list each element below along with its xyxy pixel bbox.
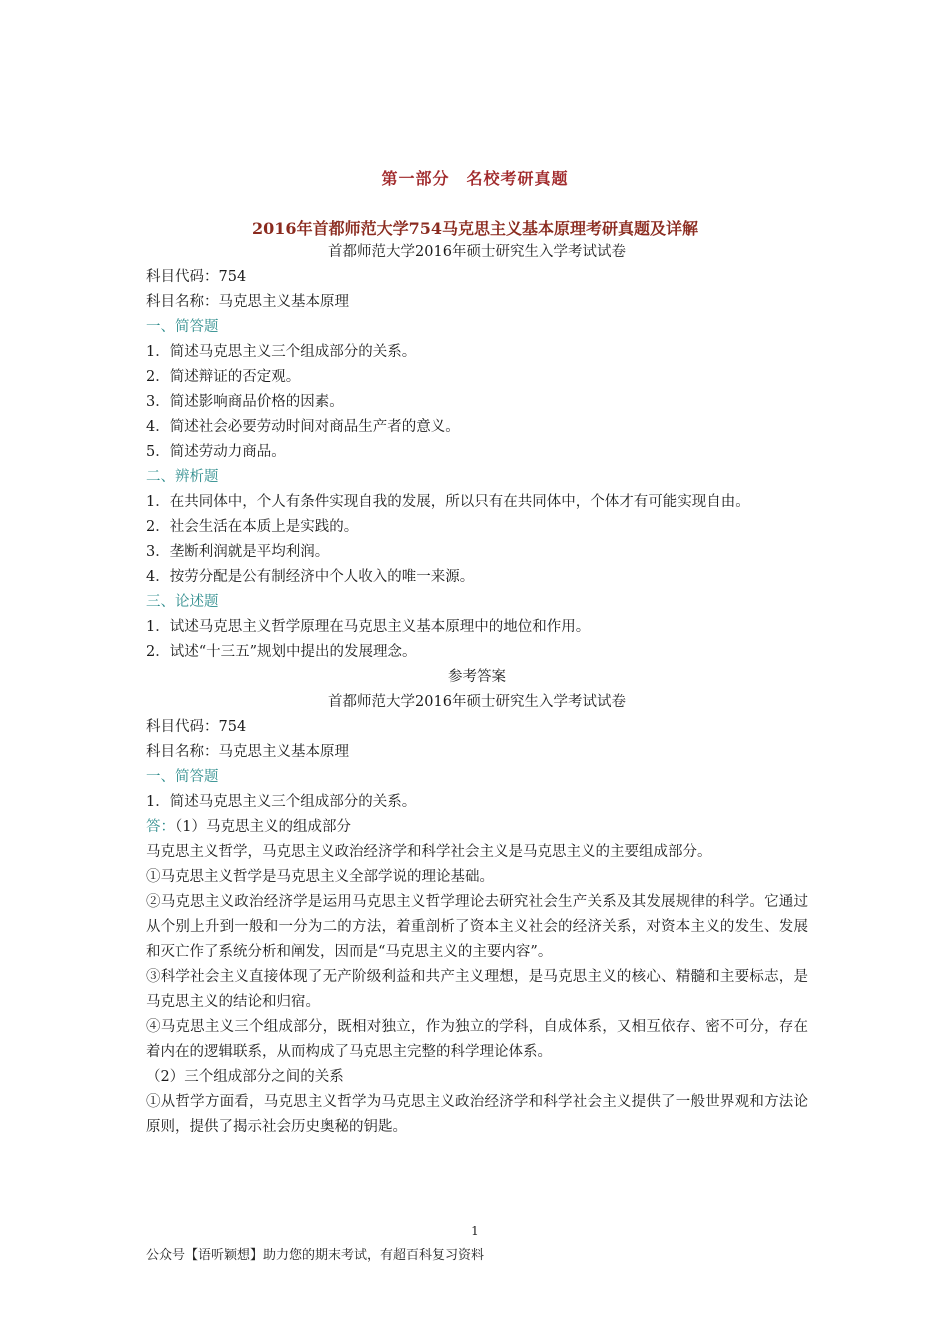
answer-paragraph: ①马克思主义哲学是马克思主义全部学说的理论基础。 (146, 869, 494, 885)
answer-title: 参考答案 (448, 669, 506, 685)
answer-paragraph: 马克思主义哲学，马克思主义政治经济学和科学社会主义是马克思主义的主要组成部分。 (146, 844, 712, 860)
answer-subheading-1 (146, 815, 808, 840)
footer-note: 公众号【语听颖想】助力您的期末考试，有超百科复习资料 (146, 1248, 485, 1263)
section-heading-short-answer: 一、简答题 (146, 319, 219, 335)
question-item: 4．简述社会必要劳动时间对商品生产者的意义。 (146, 419, 460, 435)
question-item: 2．社会生活在本质上是实践的。 (146, 519, 359, 535)
answer-question: 1．简述马克思主义三个组成部分的关系。 (146, 794, 417, 810)
document-body (146, 240, 808, 1140)
answer-paragraph: ②马克思主义政治经济学是运用马克思主义哲学理论去研究社会生产关系及其发展规律的科学。它通过从个别上升到一般和一分为二的方法，着重剖析了资本主义社会的经济关系，对资本主义的发生、发展和灭亡作了系统分析和阐发，因而是“马克思主义的主要内容”。 (146, 894, 808, 960)
answer-paragraph: ①从哲学方面看，马克思主义哲学为马克思主义政治经济学和科学社会主义提供了一般世界观和方法论原则，提供了揭示社会历史奥秘的钥匙。 (146, 1094, 808, 1135)
section-heading-analysis: 二、辨析题 (146, 469, 219, 485)
question-item: 3．简述影响商品价格的因素。 (146, 394, 344, 410)
exam-subject-name: 科目名称：马克思主义基本原理 (146, 294, 349, 310)
question-item: 5．简述劳动力商品。 (146, 444, 286, 460)
answer-subject-name: 科目名称：马克思主义基本原理 (146, 744, 349, 760)
part-title: 第一部分 名校考研真题 (381, 169, 569, 188)
answer-label: 答： (146, 819, 175, 835)
section-heading-essay: 三、论述题 (146, 594, 219, 610)
page-number: 1 (471, 1224, 479, 1238)
question-item: 2．试述“十三五”规划中提出的发展理念。 (146, 644, 417, 660)
answer-paragraph: ④马克思主义三个组成部分，既相对独立，作为独立的学科，自成体系，又相互依存、密不可分，存在着内在的逻辑联系，从而构成了马克思主完整的科学理论体系。 (146, 1019, 808, 1060)
answer-subject-code: 科目代码：754 (146, 719, 247, 735)
answer-section-heading: 一、简答题 (146, 769, 219, 785)
answer-subheading-2: （2）三个组成部分之间的关系 (146, 1069, 344, 1085)
question-item: 1．简述马克思主义三个组成部分的关系。 (146, 344, 417, 360)
question-item: 2．简述辩证的否定观。 (146, 369, 301, 385)
exam-header: 首都师范大学2016年硕士研究生入学考试试卷 (328, 244, 626, 260)
answer-exam-header: 首都师范大学2016年硕士研究生入学考试试卷 (328, 694, 626, 710)
answer-paragraph: ③科学社会主义直接体现了无产阶级利益和共产主义理想，是马克思主义的核心、精髓和主要标志，是马克思主义的结论和归宿。 (146, 969, 808, 1010)
paper-title: 2016年首都师范大学754马克思主义基本原理考研真题及详解 (252, 219, 698, 238)
question-item: 4．按劳分配是公有制经济中个人收入的唯一来源。 (146, 569, 475, 585)
question-item: 1．在共同体中，个人有条件实现自我的发展，所以只有在共同体中，个体才有可能实现自由。 (146, 494, 750, 510)
exam-subject-code: 科目代码：754 (146, 269, 247, 285)
question-item: 3．垄断利润就是平均利润。 (146, 544, 330, 560)
answer-subheading-text: （1）马克思主义的组成部分 (175, 819, 351, 835)
question-item: 1．试述马克思主义哲学原理在马克思主义基本原理中的地位和作用。 (146, 619, 591, 635)
